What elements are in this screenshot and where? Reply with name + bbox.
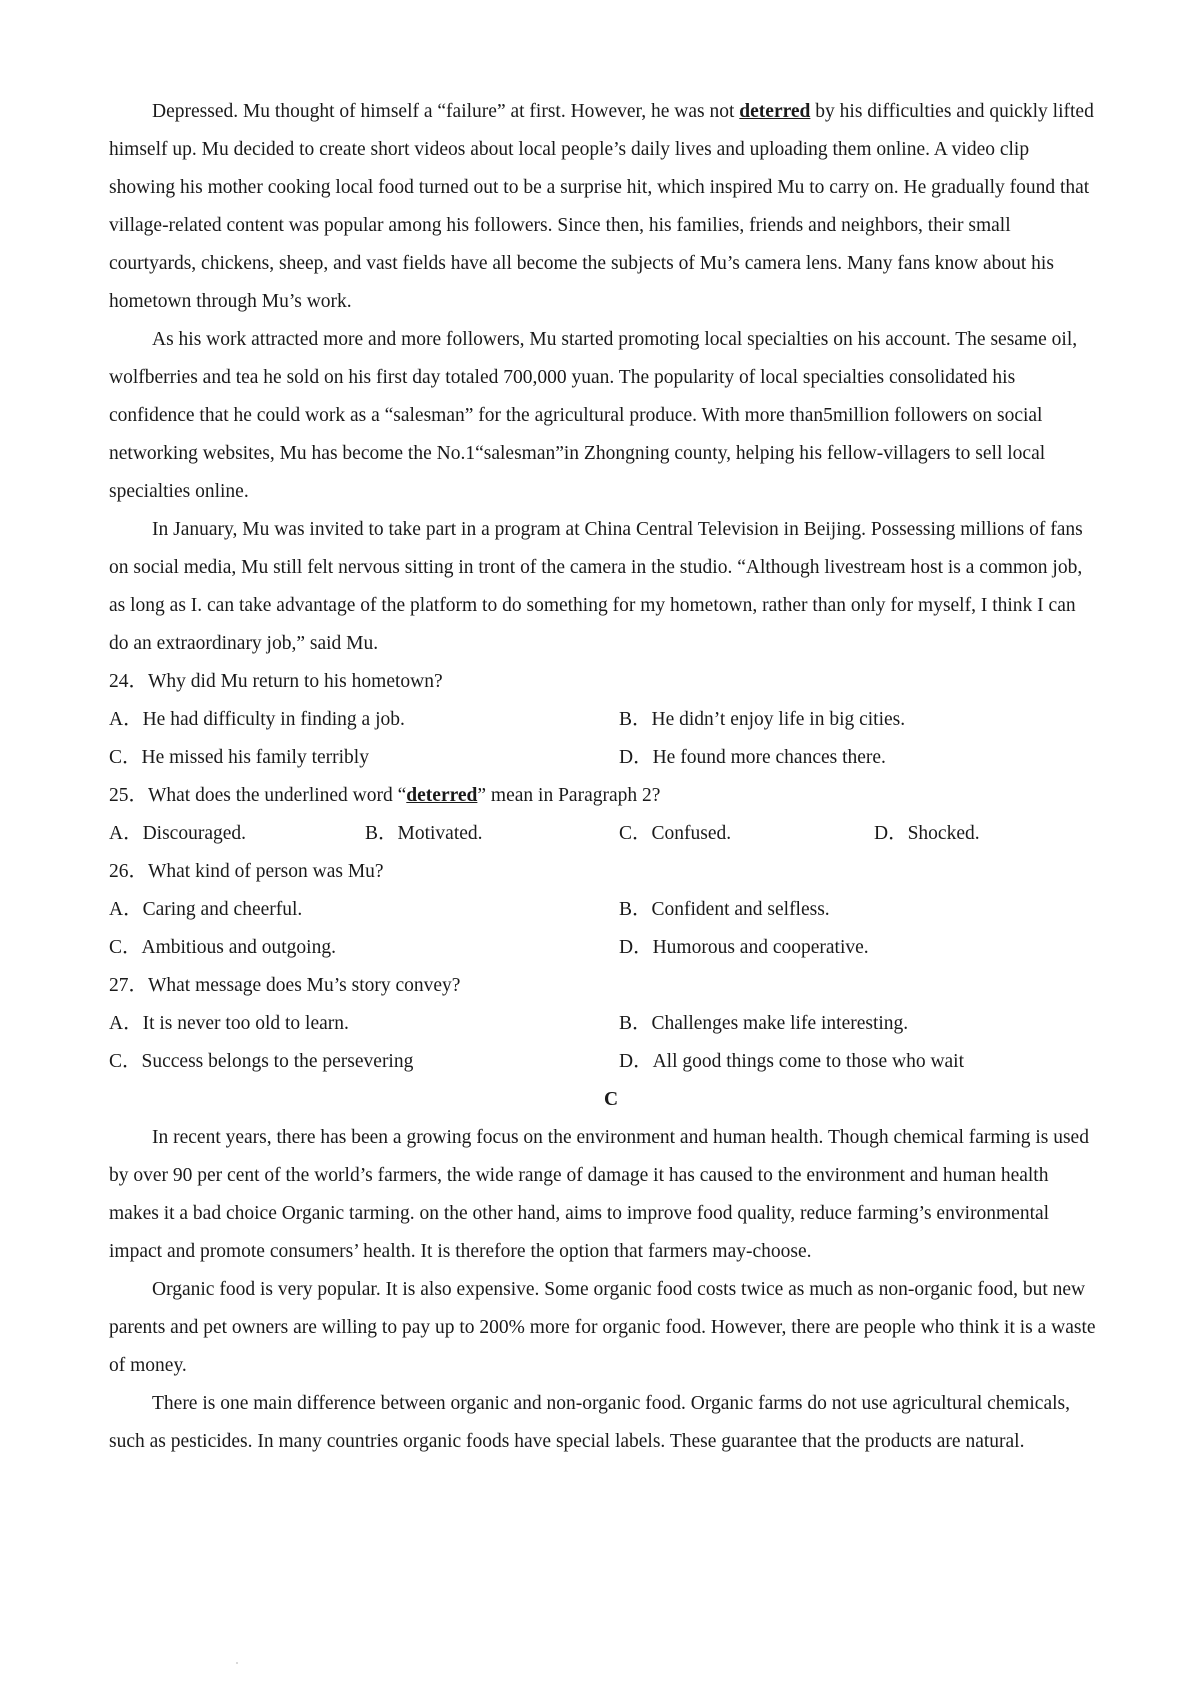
option-a[interactable]: A．He had difficulty in finding a job. xyxy=(109,709,405,730)
exam-page xyxy=(109,93,1099,1461)
option-d[interactable]: D．Shocked. xyxy=(874,823,980,844)
passage-c-paragraph-1: In recent years, there has been a growing focus on the environment and human health. Though chemical farming is used by over 90 per cent of the world’s farmers, the wide range of damage it has caused to the environment and human health makes it a bad choice Organic tarming. on the other hand, aims to improve food quality, reduce farming’s environmental impact and promote consumers’ health. It is therefore the option that farmers may-choose. xyxy=(109,1127,1089,1262)
option-b[interactable]: B．He didn’t enjoy life in big cities. xyxy=(619,709,906,730)
stem-text: ” mean in Paragraph 2? xyxy=(477,785,661,806)
option-b[interactable]: B．Confident and selfless. xyxy=(619,899,830,920)
option-a[interactable]: A．Discouraged. xyxy=(109,823,247,844)
option-d[interactable]: D．He found more chances there. xyxy=(619,747,886,768)
question-27-options-row-1 xyxy=(109,1005,1099,1043)
passage-b-paragraph-2 xyxy=(109,93,1099,321)
passage-b-paragraph-3: As his work attracted more and more followers, Mu started promoting local specialties on his account. The sesame oil, wolfberries and tea he sold on his first day totaled 700,000 yuan. The popularity of local specialties consolidated his confidence that he could work as a “salesman” for the agricultural produce. With more than5million followers on social networking websites, Mu has become the No.1“salesman”in Zhongning county, helping his fellow-villagers to sell local specialties online. xyxy=(109,329,1078,502)
option-a[interactable]: A．It is never too old to learn. xyxy=(109,1013,349,1034)
passage-c-paragraph-3: There is one main difference between organic and non-organic food. Organic farms do not use agricultural chemicals, such as pesticides. In many countries organic foods have special labels. These guarantee that the products are natural. xyxy=(109,1393,1070,1452)
question-25-options xyxy=(109,815,1099,853)
option-b[interactable]: B．Challenges make life interesting. xyxy=(619,1013,909,1034)
option-d[interactable]: D．Humorous and cooperative. xyxy=(619,937,869,958)
section-c-title: C xyxy=(603,1089,619,1110)
question-27-stem: 27．What message does Mu’s story convey? xyxy=(109,975,461,996)
paragraph-text: Depressed. Mu thought of himself a “failure” at first. However, he was not xyxy=(152,101,740,122)
option-c[interactable]: C．Confused. xyxy=(619,823,732,844)
option-a[interactable]: A．Caring and cheerful. xyxy=(109,899,303,920)
stem-text: 25．What does the underlined word “ xyxy=(109,785,407,806)
question-26-options-row-2 xyxy=(109,929,1099,967)
question-26-options-row-1 xyxy=(109,891,1099,929)
underlined-word: deterred xyxy=(739,101,811,122)
question-24-stem: 24．Why did Mu return to his hometown? xyxy=(109,671,443,692)
option-b[interactable]: B．Motivated. xyxy=(365,823,483,844)
option-c[interactable]: C．He missed his family terribly xyxy=(109,747,369,768)
passage-b-paragraph-4: In January, Mu was invited to take part in a program at China Central Television in Beijing. Possessing millions of fans on social media, Mu still felt nervous sitting in tront of the camera in the studio. “Although livestream host is a common job, as long as I. can take advantage of the platform to do something for my hometown, rather than only for myself, I think I can do an extraordinary job,” said Mu. xyxy=(109,519,1083,654)
paragraph-text: by his difficulties and quickly lifted himself up. Mu decided to create short videos about local people’s daily lives and uploading them online. A video clip showing his mother cooking local food turned out to be a surprise hit, which inspired Mu to carry on. He gradually found that village-related content was popular among his followers. Since then, his families, friends and neighbors, their small courtyards, chickens, sheep, and vast fields have all become the subjects of Mu’s camera lens. Many fans know about his hometown through Mu’s work. xyxy=(109,101,1094,312)
scan-speck xyxy=(236,1662,238,1664)
question-26-stem: 26．What kind of person was Mu? xyxy=(109,861,384,882)
question-24-options-row-2 xyxy=(109,739,1099,777)
question-25-stem xyxy=(109,777,1099,815)
question-24-options-row-1 xyxy=(109,701,1099,739)
underlined-word: deterred xyxy=(406,785,478,806)
option-c[interactable]: C．Success belongs to the persevering xyxy=(109,1051,414,1072)
option-c[interactable]: C．Ambitious and outgoing. xyxy=(109,937,336,958)
question-27-options-row-2 xyxy=(109,1043,1099,1081)
passage-c-paragraph-2: Organic food is very popular. It is also expensive. Some organic food costs twice as much as non-organic food, but new parents and pet owners are willing to pay up to 200% more for organic food. However, there are people who think it is a waste of money. xyxy=(109,1279,1096,1376)
option-d[interactable]: D．All good things come to those who wait xyxy=(619,1051,965,1072)
